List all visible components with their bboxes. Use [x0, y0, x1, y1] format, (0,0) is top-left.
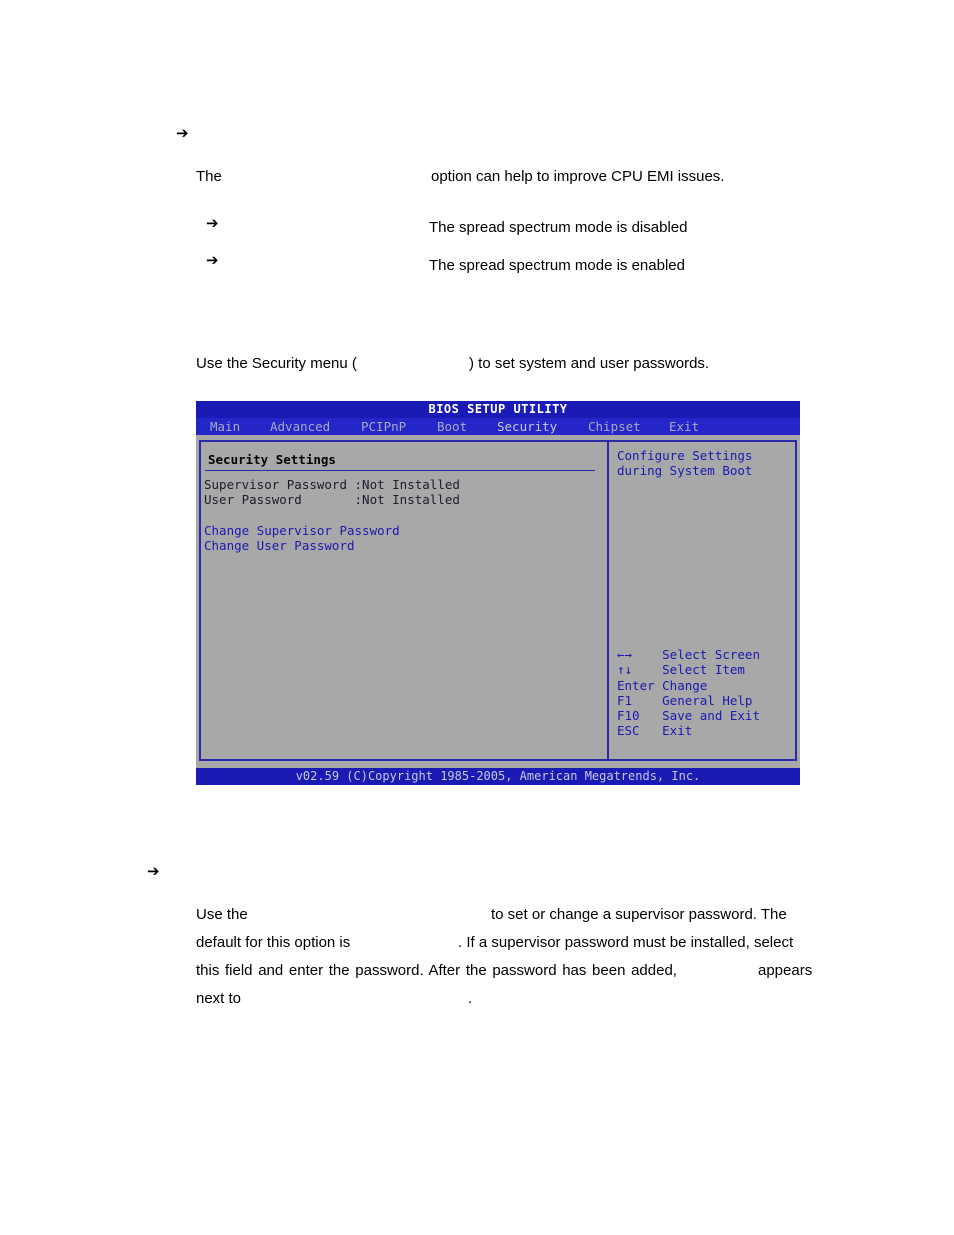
change-user-password-item[interactable]: Change User Password	[204, 538, 355, 553]
menu-pcipnp[interactable]: PCIPnP	[361, 419, 407, 434]
user-password-status: User Password :Not Installed	[204, 492, 460, 507]
key-hint-change: Enter Change	[617, 678, 708, 693]
help-text-line: during System Boot	[617, 463, 753, 478]
security-settings-heading: Security Settings	[208, 452, 336, 467]
option-enabled-description: The spread spectrum mode is enabled	[429, 257, 685, 274]
security-intro-start: Use the Security menu (	[196, 355, 357, 372]
help-text-line: Configure Settings	[617, 448, 753, 463]
supervisor-password-status: Supervisor Password :Not Installed	[204, 477, 460, 492]
menu-chipset[interactable]: Chipset	[588, 419, 641, 434]
key-hint-select-screen: ←→ Select Screen	[617, 647, 760, 662]
key-hint-exit: ESC Exit	[617, 723, 693, 738]
menu-main[interactable]: Main	[210, 419, 241, 434]
paragraph-text: .	[468, 990, 473, 1007]
option-arrow-icon: ➔	[206, 251, 219, 269]
security-intro-end: ) to set system and user passwords.	[469, 355, 710, 372]
paragraph-text: . If a supervisor password must be installed, select	[458, 934, 794, 951]
menu-exit[interactable]: Exit	[669, 419, 700, 434]
paragraph-text: Use the	[196, 906, 248, 923]
bios-screenshot	[196, 401, 800, 785]
bios-title: BIOS SETUP UTILITY	[196, 401, 800, 418]
paragraph-text: next to	[196, 990, 242, 1007]
key-hint-general-help: F1 General Help	[617, 693, 753, 708]
menu-boot[interactable]: Boot	[437, 419, 468, 434]
key-hint-select-item: ↑↓ Select Item	[617, 662, 745, 677]
bullet-arrow-icon: ➔	[147, 862, 160, 880]
change-supervisor-password-item[interactable]: Change Supervisor Password	[204, 523, 400, 538]
paragraph-text: this field and enter the password. After the password has been added,	[196, 962, 677, 979]
paragraph-text: appears	[758, 962, 813, 979]
bios-copyright-footer: v02.59 (C)Copyright 1985-2005, American Megatrends, Inc.	[196, 768, 800, 785]
bios-menubar	[196, 418, 800, 435]
key-hint-save-exit: F10 Save and Exit	[617, 708, 760, 723]
heading-divider	[205, 470, 595, 471]
option-arrow-icon: ➔	[206, 214, 219, 232]
intro-text-end: option can help to improve CPU EMI issues.	[431, 168, 725, 185]
paragraph-text: to set or change a supervisor password. The	[491, 906, 787, 923]
option-disabled-description: The spread spectrum mode is disabled	[429, 219, 688, 236]
intro-text-start: The	[196, 168, 222, 185]
menu-security[interactable]: Security	[497, 419, 558, 434]
bullet-arrow-icon: ➔	[176, 124, 189, 142]
menu-advanced[interactable]: Advanced	[270, 419, 331, 434]
paragraph-text: default for this option is	[196, 934, 351, 951]
